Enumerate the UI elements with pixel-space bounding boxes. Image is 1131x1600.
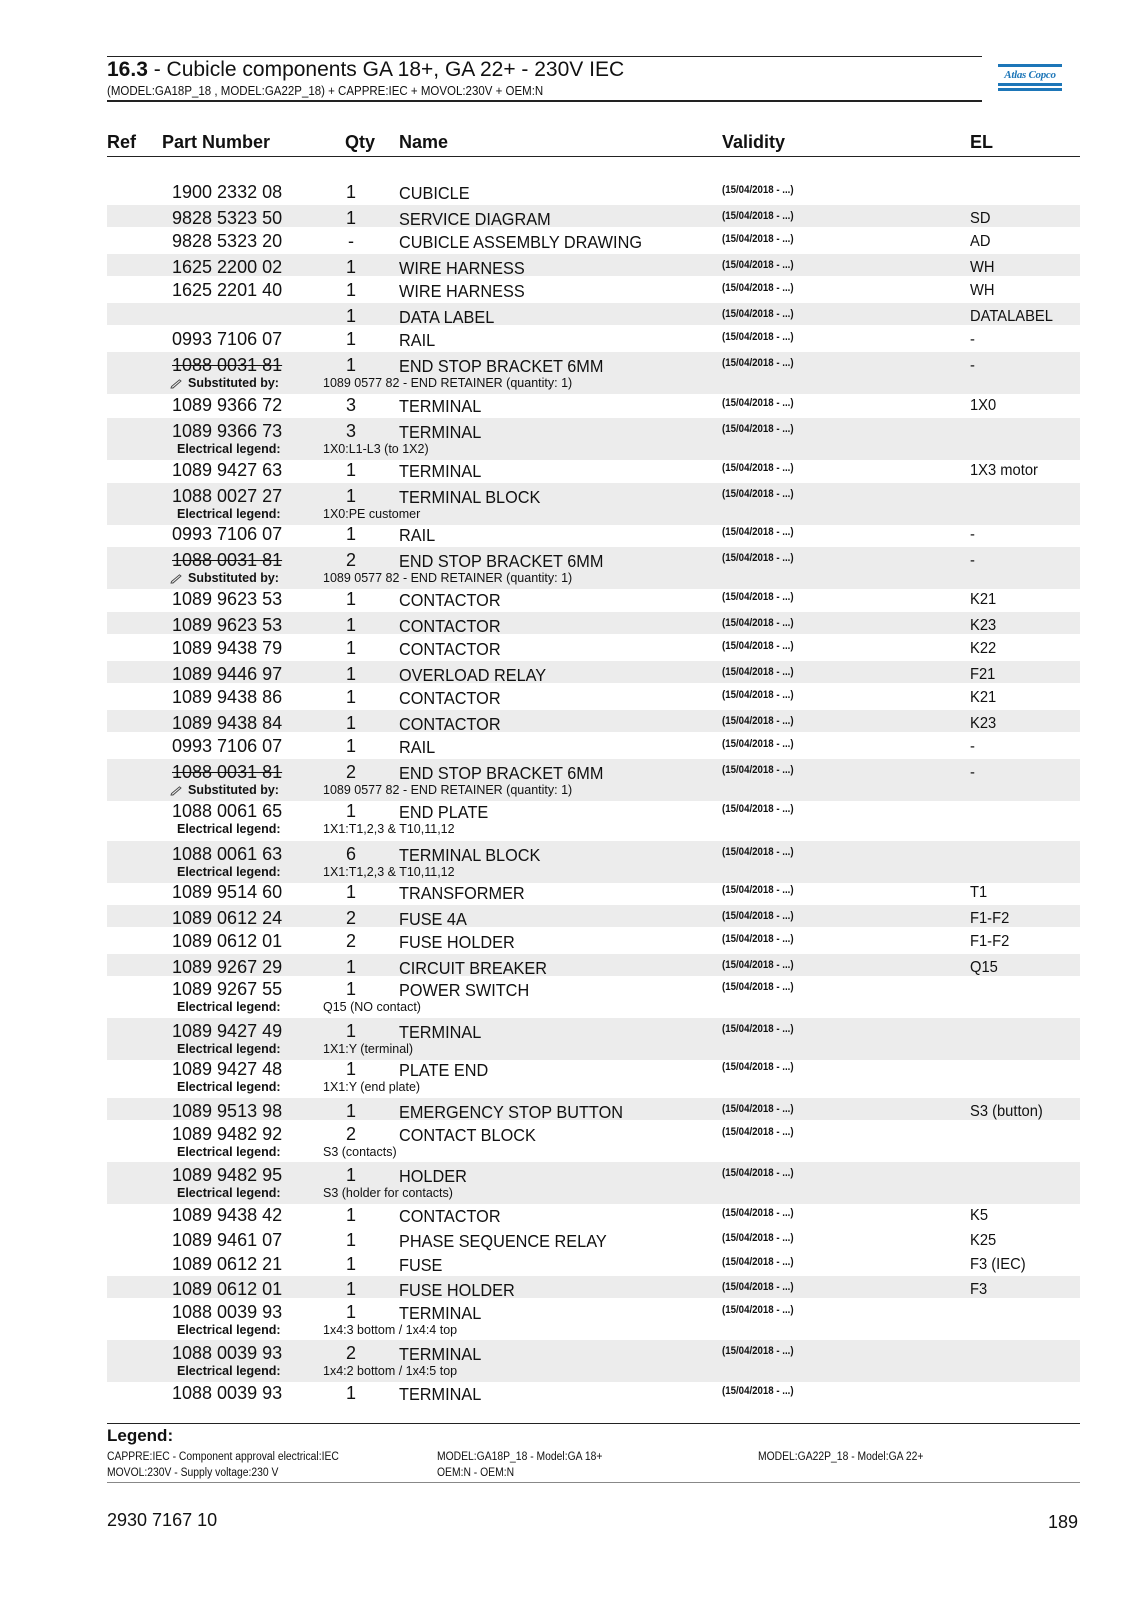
quantity: 1	[345, 1302, 356, 1322]
sub-label-text: Electrical legend:	[177, 865, 281, 879]
part-number: 1089 0612 01	[172, 931, 283, 951]
validity: (15/04/2018 - ...)	[722, 1103, 794, 1115]
sub-label-text: Substituted by:	[188, 783, 279, 797]
part-name: CONTACTOR	[399, 688, 501, 708]
column-header-validity: Validity	[722, 132, 786, 152]
part-name: OVERLOAD RELAY	[399, 665, 547, 685]
sub-label-text: Electrical legend:	[177, 1080, 281, 1094]
sub-label-text: Electrical legend:	[177, 442, 281, 456]
legend-bottom-rule	[107, 1482, 1080, 1483]
el-code: -	[970, 357, 975, 374]
quantity: 1	[345, 615, 356, 635]
part-name: CONTACTOR	[399, 616, 501, 636]
electrical-legend-value: 1X0:PE customer	[323, 507, 421, 521]
part-name: TERMINAL BLOCK	[399, 487, 541, 507]
column-header-name: Name	[399, 132, 449, 152]
part-number: 1089 9267 29	[172, 957, 283, 977]
validity: (15/04/2018 - ...)	[722, 1256, 794, 1268]
validity: (15/04/2018 - ...)	[722, 210, 794, 222]
quantity: 1	[345, 1279, 356, 1299]
sub-label-text: Electrical legend:	[177, 507, 281, 521]
quantity: 1	[345, 589, 356, 609]
validity: (15/04/2018 - ...)	[722, 846, 794, 858]
el-code: F21	[970, 666, 996, 683]
part-name: TERMINAL	[399, 422, 482, 442]
part-number: 1089 0612 21	[172, 1254, 283, 1274]
part-name: CONTACTOR	[399, 639, 501, 659]
electrical-legend-value: S3 (holder for contacts)	[323, 1186, 453, 1200]
part-number: 1625 2201 40	[172, 280, 283, 300]
part-number: 1088 0039 93	[172, 1383, 283, 1403]
part-number: 1089 9366 72	[172, 395, 283, 415]
quantity: 2	[345, 550, 356, 570]
part-name: TERMINAL BLOCK	[399, 845, 541, 865]
quantity: 1	[345, 736, 356, 756]
quantity: 1	[345, 486, 356, 506]
legend-title: Legend:	[107, 1426, 174, 1445]
el-code: S3 (button)	[970, 1103, 1043, 1120]
part-name: TERMINAL	[399, 461, 482, 481]
validity: (15/04/2018 - ...)	[722, 1167, 794, 1179]
part-name: END STOP BRACKET 6MM	[399, 763, 604, 783]
el-code: 1X0	[970, 397, 997, 414]
part-number: 1088 0039 93	[172, 1343, 283, 1363]
quantity: 1	[345, 1101, 356, 1121]
validity: (15/04/2018 - ...)	[722, 738, 794, 750]
el-code: AD	[970, 233, 991, 250]
electrical-legend-value: Q15 (NO contact)	[323, 1000, 421, 1014]
part-name: TERMINAL	[399, 1022, 482, 1042]
electrical-legend-label	[177, 1042, 281, 1056]
validity: (15/04/2018 - ...)	[722, 640, 794, 652]
part-name: PHASE SEQUENCE RELAY	[399, 1231, 607, 1251]
section-number: 16.3	[107, 58, 148, 81]
part-number: 1900 2332 08	[172, 182, 283, 202]
part-number: 9828 5323 20	[172, 231, 283, 251]
quantity: 1	[345, 355, 356, 375]
el-code: T1	[970, 884, 988, 901]
validity: (15/04/2018 - ...)	[722, 397, 794, 409]
part-number: 1089 9267 55	[172, 979, 283, 999]
part-name: POWER SWITCH	[399, 980, 530, 1000]
part-name: FUSE HOLDER	[399, 932, 515, 952]
part-number: 1089 9513 98	[172, 1101, 283, 1121]
el-code: WH	[970, 282, 995, 299]
validity: (15/04/2018 - ...)	[722, 1126, 794, 1138]
part-name: TERMINAL	[399, 1303, 482, 1323]
part-number: 1088 0031 81	[172, 355, 283, 375]
part-name: CUBICLE	[399, 183, 470, 203]
validity: (15/04/2018 - ...)	[722, 803, 794, 815]
validity: (15/04/2018 - ...)	[722, 591, 794, 603]
quantity: 2	[345, 908, 356, 928]
part-number: 1089 9623 53	[172, 615, 283, 635]
validity: (15/04/2018 - ...)	[722, 1207, 794, 1219]
part-number: 1089 9482 92	[172, 1124, 283, 1144]
validity: (15/04/2018 - ...)	[722, 884, 794, 896]
substituted-by-label	[170, 783, 279, 797]
part-name: CONTACTOR	[399, 714, 501, 734]
part-name: CONTACTOR	[399, 590, 501, 610]
part-number: 1089 9514 60	[172, 882, 283, 902]
part-number: 1088 0039 93	[172, 1302, 283, 1322]
validity: (15/04/2018 - ...)	[722, 259, 794, 271]
sub-label-text: Substituted by:	[188, 571, 279, 585]
validity: (15/04/2018 - ...)	[722, 282, 794, 294]
quantity: 1	[345, 460, 356, 480]
part-number: 1089 9438 84	[172, 713, 283, 733]
validity: (15/04/2018 - ...)	[722, 933, 794, 945]
part-number: 0993 7106 07	[172, 524, 283, 544]
quantity: 1	[345, 1254, 356, 1274]
legend-item: OEM:N - OEM:N	[437, 1467, 515, 1479]
quantity: 1	[345, 306, 356, 326]
column-header-ref: Ref	[107, 132, 137, 152]
validity: (15/04/2018 - ...)	[722, 488, 794, 500]
sub-label-text: Electrical legend:	[177, 1042, 281, 1056]
validity: (15/04/2018 - ...)	[722, 308, 794, 320]
quantity: 2	[345, 762, 356, 782]
el-code: -	[970, 526, 975, 543]
part-number: 1089 9438 42	[172, 1205, 283, 1225]
validity: (15/04/2018 - ...)	[722, 526, 794, 538]
el-code: K21	[970, 591, 997, 608]
part-number: 1089 9427 48	[172, 1059, 283, 1079]
quantity: 6	[345, 844, 356, 864]
quantity: 1	[345, 1205, 356, 1225]
el-code: WH	[970, 259, 995, 276]
validity: (15/04/2018 - ...)	[722, 1345, 794, 1357]
section-title-text: - Cubicle components GA 18+, GA 22+ - 230V IEC	[147, 58, 625, 81]
legend-item: CAPPRE:IEC - Component approval electrical:IEC	[107, 1451, 339, 1463]
section-subtitle: (MODEL:GA18P_18 , MODEL:GA22P_18) + CAPPRE:IEC + MOVOL:230V + OEM:N	[107, 84, 544, 98]
quantity: 1	[345, 882, 356, 902]
quantity: 3	[345, 421, 356, 441]
electrical-legend-label	[177, 865, 281, 879]
part-name: RAIL	[399, 737, 436, 757]
el-code: K23	[970, 617, 997, 634]
part-number: 1088 0027 27	[172, 486, 283, 506]
part-name: FUSE	[399, 1255, 443, 1275]
sub-label-text: Electrical legend:	[177, 1145, 281, 1159]
sub-label-text: Electrical legend:	[177, 1323, 281, 1337]
validity: (15/04/2018 - ...)	[722, 1061, 794, 1073]
part-number: 1625 2200 02	[172, 257, 283, 277]
quantity: 1	[345, 524, 356, 544]
part-number: 1088 0061 63	[172, 844, 283, 864]
el-code: -	[970, 552, 975, 569]
validity: (15/04/2018 - ...)	[722, 689, 794, 701]
part-number: 1089 9623 53	[172, 589, 283, 609]
el-code: K21	[970, 689, 997, 706]
pencil-icon	[170, 379, 182, 389]
validity: (15/04/2018 - ...)	[722, 1281, 794, 1293]
quantity: 1	[345, 329, 356, 349]
validity: (15/04/2018 - ...)	[722, 764, 794, 776]
quantity: 1	[345, 638, 356, 658]
column-header-el: EL	[970, 132, 994, 152]
quantity: 1	[345, 664, 356, 684]
validity: (15/04/2018 - ...)	[722, 959, 794, 971]
el-code: K23	[970, 715, 997, 732]
part-name: END STOP BRACKET 6MM	[399, 551, 604, 571]
electrical-legend-value: S3 (contacts)	[323, 1145, 397, 1159]
substituted-by-label	[170, 376, 279, 390]
sub-label-text: Electrical legend:	[177, 822, 281, 836]
electrical-legend-label	[177, 1364, 281, 1378]
part-name: END STOP BRACKET 6MM	[399, 356, 604, 376]
sub-label-text: Electrical legend:	[177, 1186, 281, 1200]
validity: (15/04/2018 - ...)	[722, 1232, 794, 1244]
electrical-legend-value: 1x4:3 bottom / 1x4:4 top	[323, 1323, 458, 1337]
electrical-legend-value: 1X1:Y (terminal)	[323, 1042, 414, 1056]
quantity: 2	[345, 1124, 356, 1144]
part-name: CONTACTOR	[399, 1206, 501, 1226]
part-name: HOLDER	[399, 1166, 467, 1186]
electrical-legend-value: 1x4:2 bottom / 1x4:5 top	[323, 1364, 458, 1378]
part-number: 1089 9446 97	[172, 664, 283, 684]
sub-label-text: Substituted by:	[188, 376, 279, 390]
part-name: CIRCUIT BREAKER	[399, 958, 548, 978]
part-name: PLATE END	[399, 1060, 489, 1080]
column-header-qty: Qty	[345, 132, 376, 152]
pencil-icon	[170, 786, 182, 796]
validity: (15/04/2018 - ...)	[722, 981, 794, 993]
part-number: 9828 5323 50	[172, 208, 283, 228]
part-number: 1089 9427 63	[172, 460, 283, 480]
validity: (15/04/2018 - ...)	[722, 423, 794, 435]
part-name: CONTACT BLOCK	[399, 1125, 536, 1145]
el-code: F1-F2	[970, 910, 1010, 927]
electrical-legend-label	[177, 442, 281, 456]
part-name: CUBICLE ASSEMBLY DRAWING	[399, 232, 642, 252]
part-name: RAIL	[399, 525, 436, 545]
quantity: 1	[345, 1165, 356, 1185]
quantity: 1	[345, 182, 356, 202]
substituted-by-label	[170, 571, 279, 585]
part-number: 1088 0061 65	[172, 801, 283, 821]
electrical-legend-value: 1X1:T1,2,3 & T10,11,12	[323, 865, 455, 879]
part-name: TERMINAL	[399, 396, 482, 416]
page-number: 189	[1048, 1512, 1079, 1532]
quantity: -	[348, 231, 354, 251]
quantity: 1	[345, 257, 356, 277]
el-code: F3	[970, 1281, 988, 1298]
sub-label-text: Electrical legend:	[177, 1364, 281, 1378]
part-number: 1089 9366 73	[172, 421, 283, 441]
part-number: 1088 0031 81	[172, 550, 283, 570]
el-code: K25	[970, 1232, 997, 1249]
validity: (15/04/2018 - ...)	[722, 331, 794, 343]
part-name: FUSE HOLDER	[399, 1280, 515, 1300]
quantity: 1	[345, 1383, 356, 1403]
el-code: Q15	[970, 959, 998, 976]
part-number: 1089 9482 95	[172, 1165, 283, 1185]
el-code: K5	[970, 1207, 989, 1224]
substitution-value: 1089 0577 82 - END RETAINER (quantity: 1)	[323, 783, 573, 797]
validity: (15/04/2018 - ...)	[722, 552, 794, 564]
quantity: 1	[345, 1021, 356, 1041]
validity: (15/04/2018 - ...)	[722, 715, 794, 727]
validity: (15/04/2018 - ...)	[722, 462, 794, 474]
legend-item: MODEL:GA18P_18 - Model:GA 18+	[437, 1451, 603, 1463]
validity: (15/04/2018 - ...)	[722, 233, 794, 245]
validity: (15/04/2018 - ...)	[722, 910, 794, 922]
sub-label-text: Electrical legend:	[177, 1000, 281, 1014]
part-number: 1089 9438 79	[172, 638, 283, 658]
quantity: 1	[345, 713, 356, 733]
logo-text: Atlas Copco	[1004, 69, 1056, 81]
legend-item: MOVOL:230V - Supply voltage:230 V	[107, 1467, 279, 1479]
part-name: RAIL	[399, 330, 436, 350]
legend-top-rule	[107, 1423, 1080, 1424]
part-number: 1089 0612 01	[172, 1279, 283, 1299]
legend-item: MODEL:GA22P_18 - Model:GA 22+	[758, 1451, 924, 1463]
validity: (15/04/2018 - ...)	[722, 184, 794, 196]
column-header-part-number: Part Number	[162, 132, 271, 152]
validity: (15/04/2018 - ...)	[722, 1023, 794, 1035]
document-number: 2930 7167 10	[107, 1510, 218, 1530]
part-name: EMERGENCY STOP BUTTON	[399, 1102, 623, 1122]
part-name: TRANSFORMER	[399, 883, 525, 903]
part-name: DATA LABEL	[399, 307, 495, 327]
quantity: 1	[345, 979, 356, 999]
electrical-legend-value: 1X1:Y (end plate)	[323, 1080, 421, 1094]
part-name: TERMINAL	[399, 1344, 482, 1364]
electrical-legend-label	[177, 507, 281, 521]
validity: (15/04/2018 - ...)	[722, 617, 794, 629]
quantity: 2	[345, 931, 356, 951]
el-code: -	[970, 738, 975, 755]
electrical-legend-value: 1X1:T1,2,3 & T10,11,12	[323, 822, 455, 836]
el-code: F3 (IEC)	[970, 1256, 1026, 1273]
part-name: WIRE HARNESS	[399, 258, 525, 278]
el-code: -	[970, 331, 975, 348]
electrical-legend-label	[177, 1145, 281, 1159]
validity: (15/04/2018 - ...)	[722, 666, 794, 678]
part-number: 1089 9461 07	[172, 1230, 283, 1250]
electrical-legend-label	[177, 1186, 281, 1200]
el-code: K22	[970, 640, 997, 657]
part-number: 1089 0612 24	[172, 908, 283, 928]
part-name: WIRE HARNESS	[399, 281, 525, 301]
part-number: 0993 7106 07	[172, 329, 283, 349]
el-code: 1X3 motor	[970, 462, 1038, 479]
el-code: DATALABEL	[970, 308, 1053, 325]
validity: (15/04/2018 - ...)	[722, 1304, 794, 1316]
substitution-value: 1089 0577 82 - END RETAINER (quantity: 1)	[323, 571, 573, 585]
el-code: F1-F2	[970, 933, 1010, 950]
quantity: 1	[345, 280, 356, 300]
quantity: 2	[345, 1343, 356, 1363]
part-number: 1089 9438 86	[172, 687, 283, 707]
part-number: 0993 7106 07	[172, 736, 283, 756]
el-code: SD	[970, 210, 991, 227]
quantity: 1	[345, 687, 356, 707]
pencil-icon	[170, 574, 182, 584]
quantity: 1	[345, 801, 356, 821]
quantity: 1	[345, 957, 356, 977]
electrical-legend-label	[177, 1323, 281, 1337]
row-band	[107, 303, 1080, 325]
part-name: TERMINAL	[399, 1384, 482, 1404]
el-code: -	[970, 764, 975, 781]
quantity: 3	[345, 395, 356, 415]
electrical-legend-label	[177, 1080, 281, 1094]
part-name: SERVICE DIAGRAM	[399, 209, 551, 229]
validity: (15/04/2018 - ...)	[722, 1385, 794, 1397]
quantity: 1	[345, 1230, 356, 1250]
part-number: 1088 0031 81	[172, 762, 283, 782]
part-name: FUSE 4A	[399, 909, 467, 929]
quantity: 1	[345, 208, 356, 228]
validity: (15/04/2018 - ...)	[722, 357, 794, 369]
substitution-value: 1089 0577 82 - END RETAINER (quantity: 1)	[323, 376, 573, 390]
quantity: 1	[345, 1059, 356, 1079]
electrical-legend-label	[177, 1000, 281, 1014]
part-name: END PLATE	[399, 802, 489, 822]
part-number: 1089 9427 49	[172, 1021, 283, 1041]
electrical-legend-label	[177, 822, 281, 836]
electrical-legend-value: 1X0:L1-L3 (to 1X2)	[323, 442, 429, 456]
